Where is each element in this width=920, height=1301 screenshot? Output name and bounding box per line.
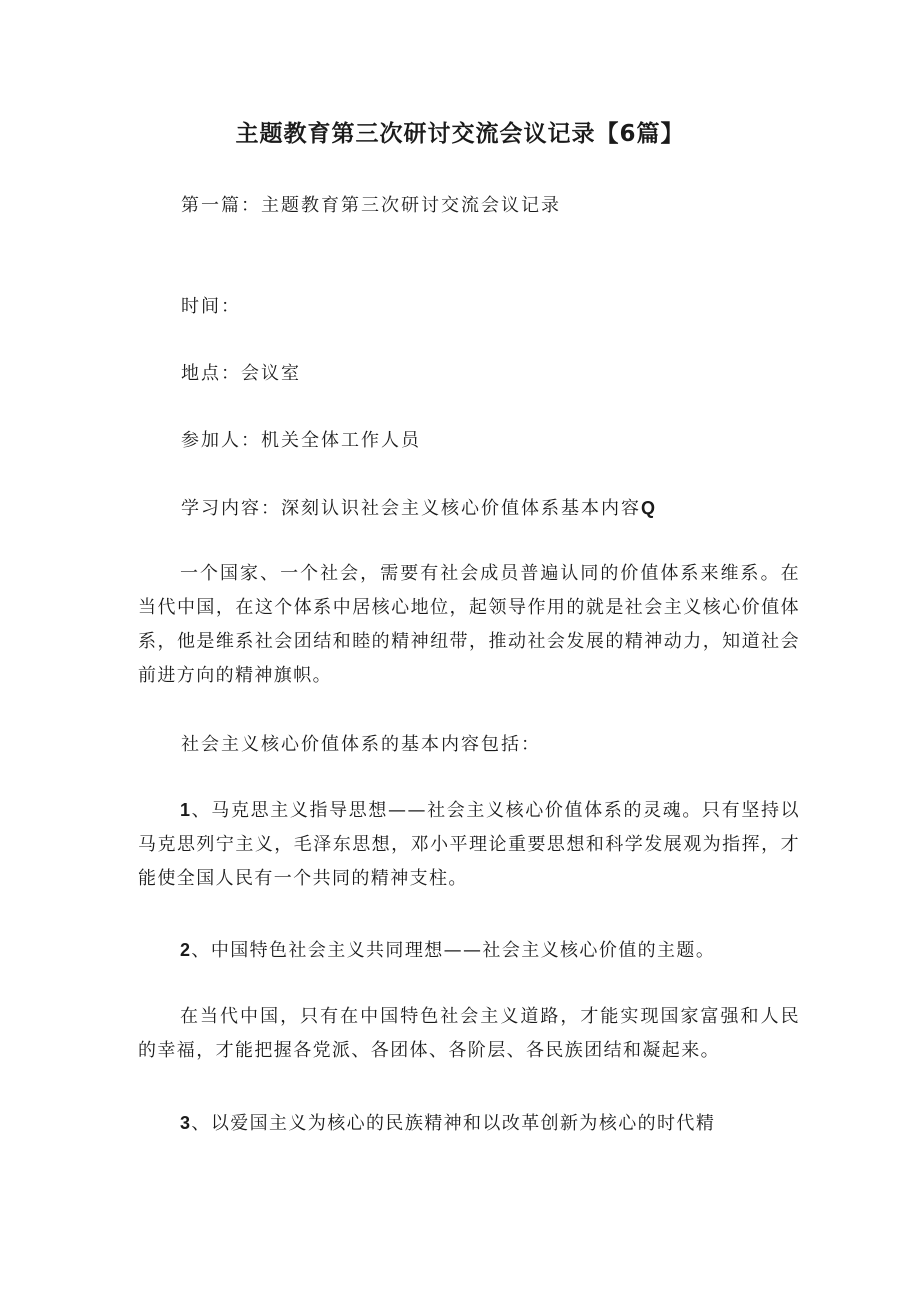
document-title: 主题教育第三次研讨交流会议记录【6篇】 (235, 121, 685, 147)
list-item-3-text: 、以爱国主义为核心的民族精神和以改革创新为核心的时代精 (191, 1113, 716, 1134)
study-content-mark: Q (641, 498, 656, 518)
location-line: 地点：会议室 (181, 363, 301, 384)
time-label: 时间： (181, 296, 241, 317)
intro-paragraph: 一个国家、一个社会，需要有社会成员普遍认同的价值体系来维系。在当代中国，在这个体系中居核心地位，起领导作用的就是社会主义核心价值体系，他是维系社会团结和睦的精神纽带，推动社会发展的精神动力，知道社会前进方向的精神旗帜。 (138, 563, 800, 686)
list-item-3-number: 3 (180, 1113, 192, 1133)
participants-line: 参加人：机关全体工作人员 (181, 430, 421, 451)
study-content-line (181, 495, 655, 522)
list-item-1-text: 、马克思主义指导思想——社会主义核心价值体系的灵魂。只有坚持以马克思列宁主义，毛泽东思想，邓小平理论重要思想和科学发展观为指挥，才能使全国人民有一个共同的精神支柱。 (138, 800, 800, 889)
chapter-heading: 第一篇：主题教育第三次研讨交流会议记录 (181, 195, 561, 216)
basic-content-heading: 社会主义核心价值体系的基本内容包括： (181, 734, 541, 755)
list-item-3 (138, 1106, 800, 1141)
study-content-text: 学习内容：深刻认识社会主义核心价值体系基本内容 (181, 498, 641, 519)
list-item-2-number: 2 (180, 940, 192, 960)
list-item-2 (138, 933, 800, 968)
list-item-1 (138, 793, 800, 896)
list-item-1-number: 1 (180, 800, 192, 820)
china-paragraph: 在当代中国，只有在中国特色社会主义道路，才能实现国家富强和人民的幸福，才能把握各党派、各团体、各阶层、各民族团结和凝起来。 (138, 1006, 800, 1061)
list-item-2-text: 、中国特色社会主义共同理想——社会主义核心价值的主题。 (191, 940, 716, 961)
